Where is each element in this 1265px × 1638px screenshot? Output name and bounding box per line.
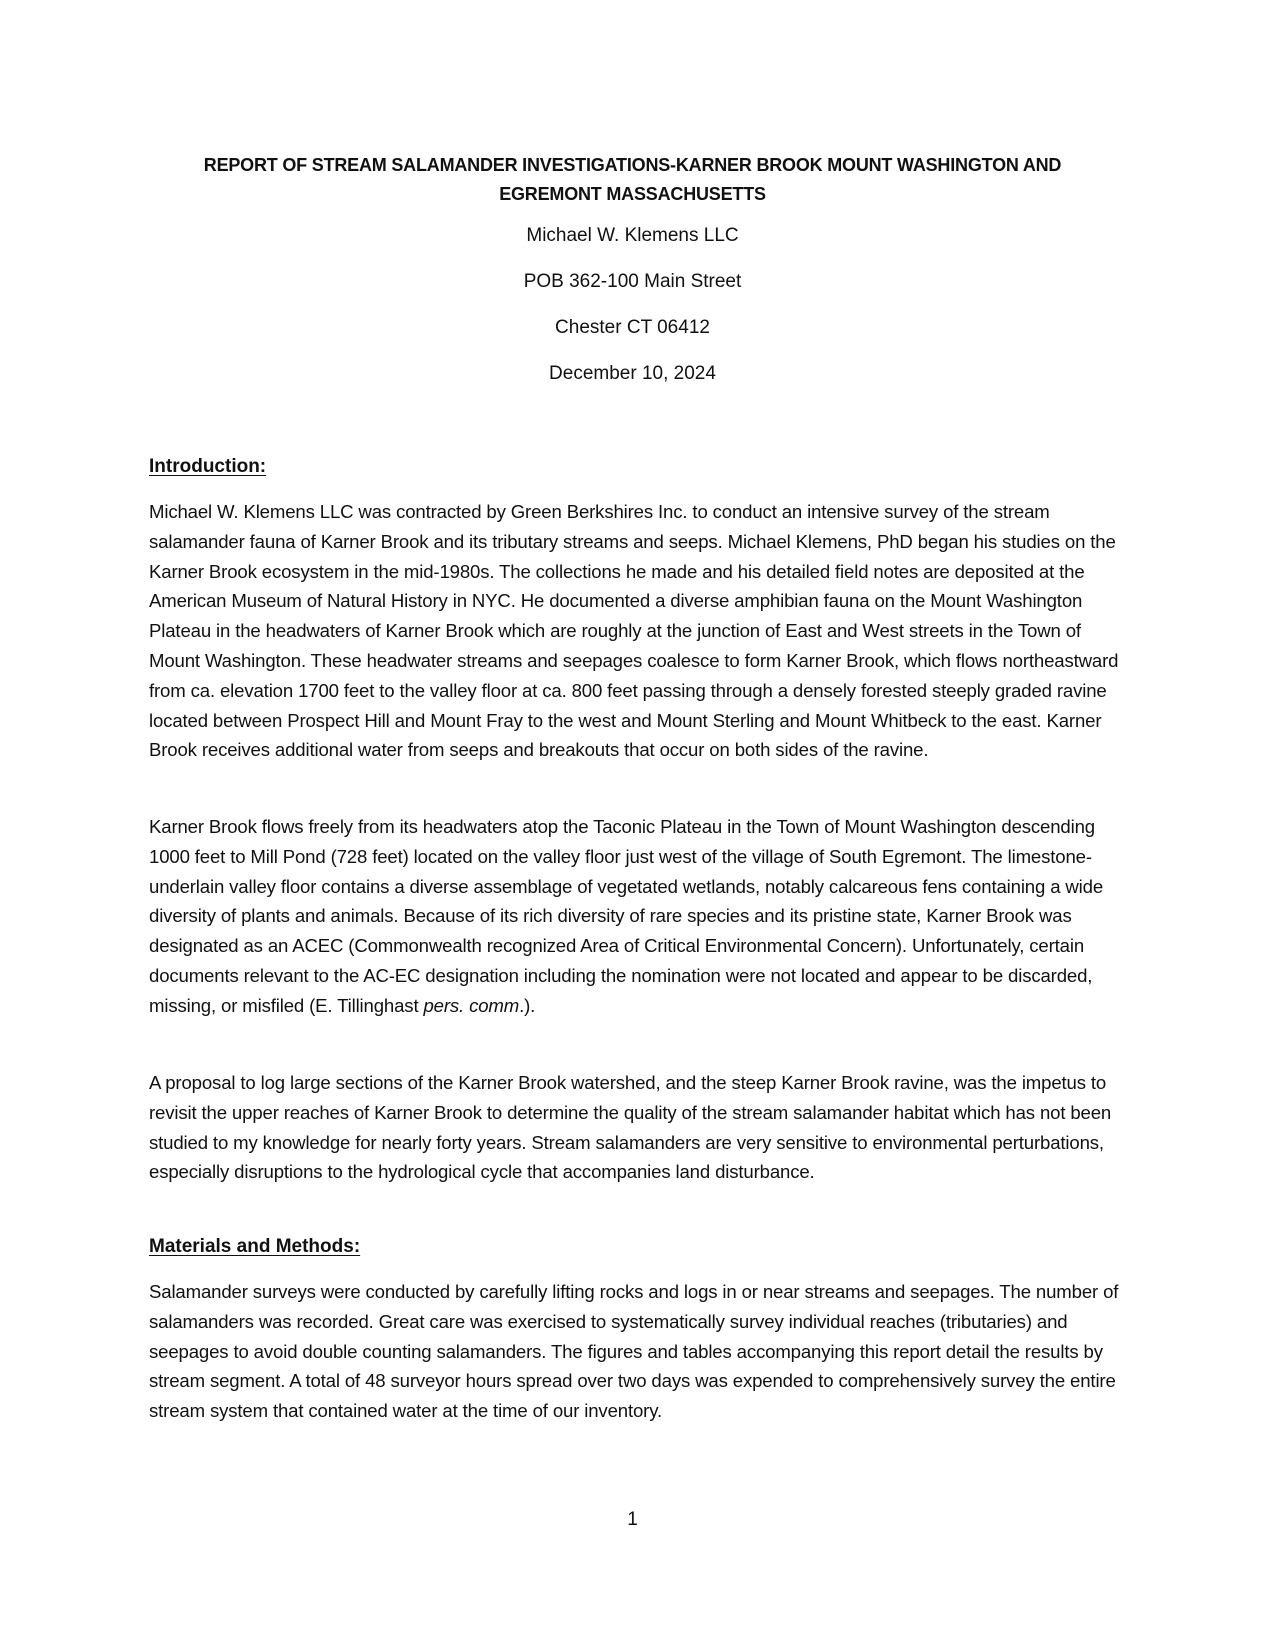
- address-street: POB 362-100 Main Street: [523, 271, 742, 292]
- address-city: Chester CT 06412: [555, 317, 710, 338]
- report-title: [150, 151, 1115, 209]
- report-title-line-2: EGREMONT MASSACHUSETTS: [499, 184, 766, 204]
- report-title-line-1: REPORT OF STREAM SALAMANDER INVESTIGATIONS-KARNER BROOK MOUNT WASHINGTON AND: [203, 155, 1062, 175]
- author-name: Michael W. Klemens LLC: [526, 225, 739, 246]
- methods-heading: Materials and Methods:: [149, 1236, 361, 1257]
- introduction-paragraph-3: A proposal to log large sections of the Karner Brook watershed, and the steep Karner Brook ravine, was the impetus to revisit the upper reaches of Karner Brook to determine the quality of the stream salamander habitat which has not been studied to my knowledge for nearly forty years. Stream salamanders are very sensitive to environmental perturbations, especially disruptions to the hydrological cycle that accompanies land disturbance.: [149, 1072, 1112, 1183]
- introduction-paragraph-2-main: Karner Brook flows freely from its headwaters atop the Taconic Plateau in the Town of Mount Washington descending 1000 feet to Mill Pond (728 feet) located on the valley floor just west of the village of South Egremont. The limestone-underlain valley floor contains a diverse assemblage of vegetated wetlands, notably calcareous fens containing a wide diversity of plants and animals. Because of its rich diversity of rare species and its pristine state, Karner Brook was designated as an ACEC (Commonwealth recognized Area of Critical Environmental Concern). Unfortunately, certain documents relevant to the AC-EC designation including the nomination were not located and appear to be discarded, missing, or misfiled (E. Tillinghast: [149, 816, 1104, 1016]
- introduction-heading: Introduction:: [149, 456, 267, 477]
- report-date: December 10, 2024: [549, 363, 716, 384]
- introduction-paragraph-1: Michael W. Klemens LLC was contracted by Green Berkshires Inc. to conduct an intensive survey of the stream salamander fauna of Karner Brook and its tributary streams and seeps. Michael Klemens, PhD began his studies on the Karner Brook ecosystem in the mid-1980s. The collections he made and his detailed field notes are deposited at the American Museum of Natural History in NYC. He documented a diverse amphibian fauna on the Mount Washington Plateau in the headwaters of Karner Brook which are roughly at the junction of East and West streets in the Town of Mount Washington. These headwater streams and seepages coalesce to form Karner Brook, which flows northeastward from ca. elevation 1700 feet to the valley floor at ca. 800 feet passing through a densely forested steeply graded ravine located between Prospect Hill and Mount Fray to the west and Mount Sterling and Mount Whitbeck to the east. Karner Brook receives additional water from seeps and breakouts that occur on both sides of the ravine.: [149, 501, 1119, 761]
- introduction-paragraph-2: [149, 812, 1119, 1021]
- pers-comm-citation: pers. comm: [423, 994, 520, 1016]
- introduction-paragraph-2-end: .).: [519, 994, 536, 1016]
- methods-paragraph-1: Salamander surveys were conducted by carefully lifting rocks and logs in or near streams and seepages. The number of salamanders was recorded. Great care was exercised to systematically survey individual reaches (tributaries) and seepages to avoid double counting salamanders. The figures and tables accompanying this report detail the results by stream segment. A total of 48 surveyor hours spread over two days was expended to comprehensively survey the entire stream system that contained water at the time of our inventory.: [149, 1281, 1119, 1422]
- page-number: 1: [627, 1509, 638, 1530]
